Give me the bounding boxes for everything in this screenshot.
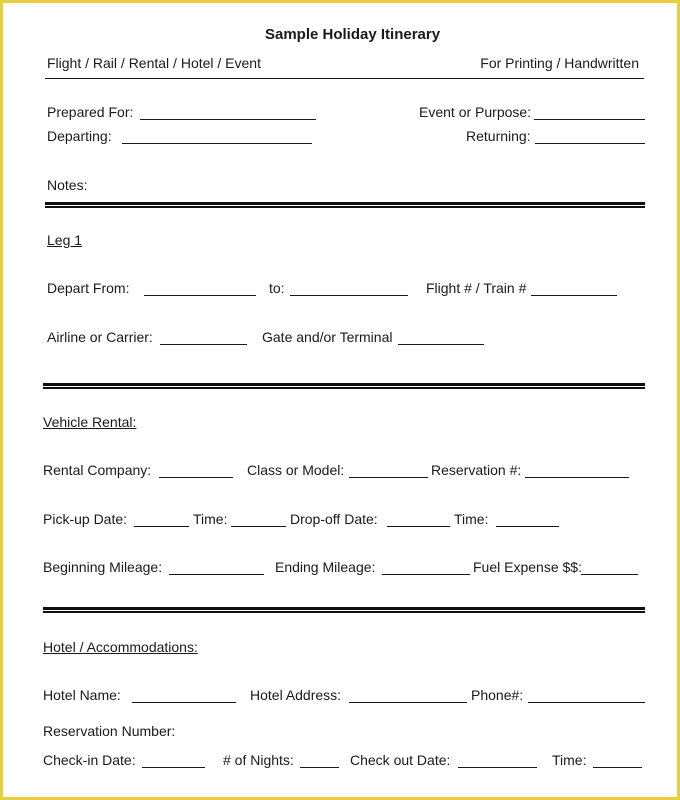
event-purpose-field[interactable] [534, 119, 645, 120]
section-divider-vehicle [43, 607, 645, 613]
event-purpose-label: Event or Purpose: [419, 104, 532, 120]
checkin-date-field[interactable] [142, 767, 205, 768]
rental-company-field[interactable] [159, 477, 233, 478]
subtitle-categories: Flight / Rail / Rental / Hotel / Event [47, 55, 261, 71]
pickup-time-field[interactable] [231, 526, 286, 527]
pickup-date-label: Pick-up Date: [43, 511, 128, 527]
section-divider-notes [45, 202, 645, 208]
vehicle-heading: Vehicle Rental: [43, 414, 137, 430]
departing-label: Departing: [47, 128, 112, 144]
checkin-date-label: Check-in Date: [43, 752, 136, 768]
checkout-time-label: Time: [552, 752, 587, 768]
beginning-mileage-label: Beginning Mileage: [43, 559, 163, 575]
hotel-address-field[interactable] [349, 702, 467, 703]
to-label: to: [269, 280, 285, 296]
to-field[interactable] [290, 295, 408, 296]
section-divider-leg1 [43, 383, 645, 389]
checkout-time-field[interactable] [593, 767, 642, 768]
reservation-no-field[interactable] [525, 477, 629, 478]
flight-train-label: Flight # / Train # [426, 280, 527, 296]
prepared-for-label: Prepared For: [47, 104, 134, 120]
hotel-name-label: Hotel Name: [43, 687, 121, 703]
pickup-time-label: Time: [193, 511, 228, 527]
nights-field[interactable] [300, 767, 339, 768]
prepared-for-field[interactable] [140, 119, 316, 120]
leg1-heading: Leg 1 [47, 232, 83, 248]
hotel-name-field[interactable] [132, 702, 236, 703]
phone-label: Phone#: [471, 687, 524, 703]
subtitle-printing: For Printing / Handwritten [480, 55, 639, 71]
departing-field[interactable] [122, 143, 312, 144]
flight-train-field[interactable] [531, 295, 617, 296]
hotel-heading: Hotel / Accommodations: [43, 639, 198, 655]
ending-mileage-label: Ending Mileage: [275, 559, 376, 575]
reservation-number-label: Reservation Number: [43, 723, 176, 739]
checkout-date-field[interactable] [458, 767, 537, 768]
pickup-date-field[interactable] [134, 526, 189, 527]
notes-label: Notes: [47, 177, 88, 193]
returning-field[interactable] [535, 143, 645, 144]
phone-field[interactable] [528, 702, 645, 703]
header-divider [45, 78, 644, 79]
gate-terminal-field[interactable] [398, 344, 484, 345]
ending-mileage-field[interactable] [382, 574, 470, 575]
depart-from-field[interactable] [144, 295, 256, 296]
dropoff-date-label: Drop-off Date: [290, 511, 378, 527]
class-model-field[interactable] [349, 477, 428, 478]
beginning-mileage-field[interactable] [169, 574, 264, 575]
nights-label: # of Nights: [223, 752, 294, 768]
airline-carrier-field[interactable] [160, 344, 247, 345]
document-title: Sample Holiday Itinerary [265, 26, 441, 43]
gate-terminal-label: Gate and/or Terminal [262, 329, 393, 345]
dropoff-date-field[interactable] [387, 526, 450, 527]
fuel-expense-label: Fuel Expense $$: [473, 559, 582, 575]
airline-carrier-label: Airline or Carrier: [47, 329, 153, 345]
dropoff-time-field[interactable] [496, 526, 559, 527]
rental-company-label: Rental Company: [43, 462, 152, 478]
depart-from-label: Depart From: [47, 280, 130, 296]
reservation-no-label: Reservation #: [431, 462, 522, 478]
fuel-expense-field[interactable] [581, 574, 638, 575]
checkout-date-label: Check out Date: [350, 752, 451, 768]
dropoff-time-label: Time: [454, 511, 489, 527]
returning-label: Returning: [466, 128, 531, 144]
class-model-label: Class or Model: [247, 462, 345, 478]
hotel-address-label: Hotel Address: [250, 687, 342, 703]
